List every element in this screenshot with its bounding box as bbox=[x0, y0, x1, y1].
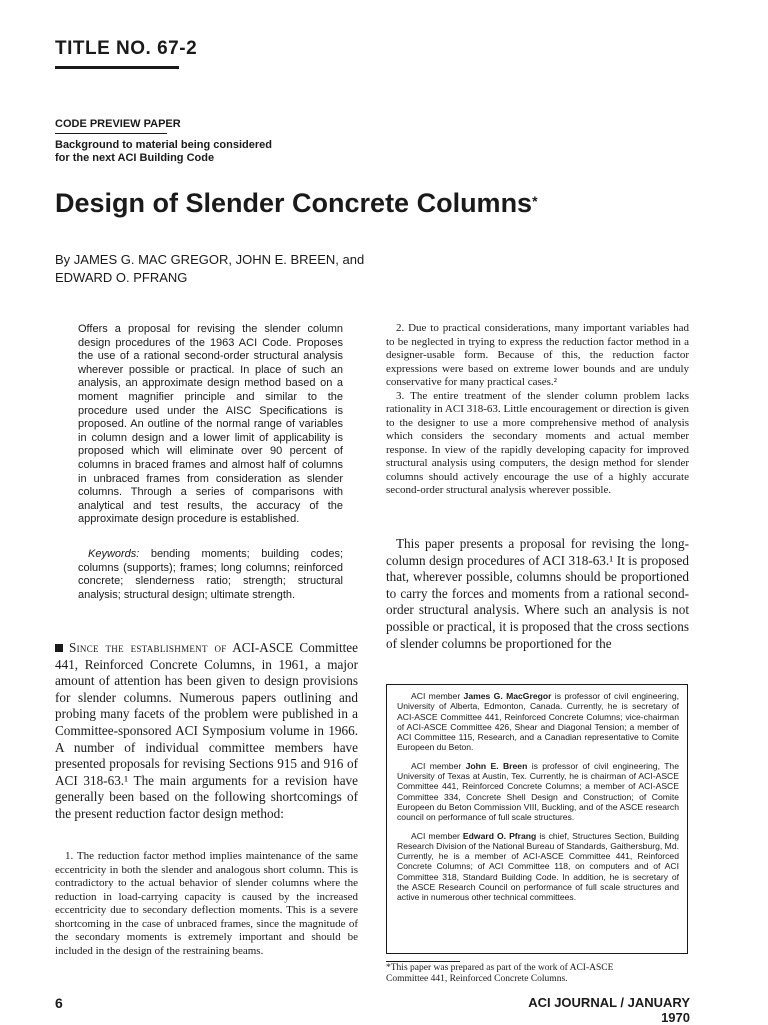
shortcoming-item-1: 1. The reduction factor method implies maintenance of the same eccentricity in both the slender and analogous short column. This is contradictory to the actual behavior of slender columns where the reduction in load-carrying capacity is caused by the increased eccentricity due to secondary deflection moments. This is a severe shortcoming in the case of unbraced frames, since the magnitude of the secondary moments is extremely important and should be included in the design of the restraining beams. bbox=[55, 850, 358, 957]
footnote-line1: *This paper was prepared as part of the work of ACI-ASCE bbox=[386, 963, 614, 973]
shortcoming-item-2: 2. Due to practical considerations, many important variables had to be neglected in trying to express the reduction factor method in a designer-usable form. Because of this, the reduction factor expressions were based on extreme lower bounds and are unduly conservative for many practical cases.² bbox=[386, 322, 689, 388]
title-number: TITLE NO. 67-2 bbox=[55, 38, 198, 59]
shortcoming-item-3: 3. The entire treatment of the slender column problem lacks rationality in ACI 318-63. Little encouragement or direction is given to the designer to use a more comprehensive method of analysis which considers the secondary moments and actual member response. In view of the rapidly developing capacity for improved structural analysis using computers, the design method for slender columns should actively encourage the use of a highly accurate second-order structural analysis wherever possible. bbox=[386, 389, 689, 496]
footnote bbox=[386, 963, 689, 985]
author-bio-box bbox=[386, 684, 688, 954]
bio-text: is chief, Structures Section, Building Research Division of the National Bureau of Standards, Gaithersburg, Md. Currently, he is a member of ACI-ASCE Committee 441, Reinforced Concrete Columns; of ACI Committee 118, on computers and of ACI Committee 318, Standard Building Code. In addition, he is secretary of the ASCE Research Council on performance of full scale structures and active in numerous other technical committees. bbox=[397, 830, 679, 903]
intro-paragraph bbox=[55, 640, 358, 823]
keywords bbox=[78, 548, 343, 602]
title-footnote-marker: * bbox=[532, 193, 538, 209]
intro-lead-caps: Since the establishment of bbox=[69, 640, 227, 655]
background-note-line2: for the next ACI Building Code bbox=[55, 152, 215, 164]
keywords-label: Keywords: bbox=[88, 548, 140, 560]
keywords-list: bending moments; building codes; columns (supports); frames; long columns; reinforced concrete; slenderness ratio; strength; structural analysis; structural design; ultimate strength. bbox=[78, 548, 343, 601]
bio-name: Edward O. Pfrang bbox=[462, 830, 537, 841]
title-underline bbox=[55, 66, 179, 69]
bio-pfrang bbox=[397, 831, 679, 903]
abstract-text: Offers a proposal for revising the slender column design procedures of the 1963 ACI Code. Proposes the use of a rational second-order structural analysis wherever possible or practical. In place of such an analysis, an approximate design method based on a moment magnifier principle and similar to the procedure used under the AISC Specifications is proposed. An outline of the normal range of variables in column design and a lower limit of applicability is proposed which will eliminate over 90 percent of columns in braced frames and almost half of columns in unbraced frames from consideration as slender columns. Through a series of comparisons with analytical and test results, the accuracy of the approximate design procedure is established. bbox=[78, 323, 343, 526]
footnote-line2: Committee 441, Reinforced Concrete Columns. bbox=[386, 974, 568, 984]
bio-text: is professor of civil engineering, The University of Texas at Austin, Tex. Currently, he is chairman of ACI-ASCE Committee 441, Reinforced Concrete Columns; a member of ACI-ASCE Committee 334, Concrete Shell Design and Construction; of Comite Europeen du Beton Commission VIII, Buckling, and of the ASCE research council on performance of full scale structures. bbox=[397, 760, 679, 823]
author-byline bbox=[55, 251, 385, 287]
page-number: 6 bbox=[55, 995, 63, 1011]
bio-macgregor bbox=[397, 691, 679, 753]
journal-footer: ACI JOURNAL / JANUARY 1970 bbox=[528, 995, 690, 1025]
bio-text: is professor of civil engineering, University of Alberta, Edmonton, Canada. Currently, he is secretary of ACI-ASCE Committee 441, Reinforced Concrete Columns; vice-chairman of ACI-ASCE Committee 426, Shear and Diagonal Tension; a member of ACI Committee 115, Research, and a Canadian representative to Comite Europeen du Beton. bbox=[397, 691, 680, 753]
background-note bbox=[55, 139, 315, 165]
bio-breen bbox=[397, 761, 679, 823]
footnote-rule bbox=[386, 961, 460, 962]
code-preview-underline bbox=[55, 133, 167, 134]
article-title-text: Design of Slender Concrete Columns bbox=[55, 188, 533, 218]
bio-prefix: ACI member bbox=[411, 830, 463, 841]
code-preview-label: CODE PREVIEW PAPER bbox=[55, 118, 181, 130]
bio-prefix: ACI member bbox=[411, 691, 464, 701]
proposal-paragraph: This paper presents a proposal for revising the long-column design procedures of ACI 318-63.¹ It is proposed that, wherever possible, columns should be proportioned to carry the forces and moments from a rational second-order structural analysis. Where such an analysis is not possible or practical, it is proposed that the cross sections of slender columns be proportioned for the bbox=[386, 536, 689, 651]
bio-name: John E. Breen bbox=[465, 760, 528, 771]
bio-name: James G. MacGregor bbox=[463, 691, 552, 701]
byline-line1: By JAMES G. MAC GREGOR, JOHN E. BREEN, and bbox=[55, 252, 365, 267]
shortcoming-items-right bbox=[386, 322, 689, 498]
intro-text: ACI-ASCE Committee 441, Reinforced Concrete Columns, in 1961, a major amount of attention has been given to design provisions for slender columns. Numerous papers outlining and probing many facets of the problem were published in a Committee-sponsored ACI Symposium volume in 1966. A number of individual committee members have presented proposals for revising Sections 915 and 916 of ACI 318-63.¹ The main arguments for a revision have generally been based on the following shortcomings of the present reduction factor design method: bbox=[55, 640, 358, 821]
byline-line2: EDWARD O. PFRANG bbox=[55, 270, 188, 285]
background-note-line1: Background to material being considered bbox=[55, 139, 272, 151]
article-title bbox=[55, 188, 538, 219]
bio-prefix: ACI member bbox=[411, 760, 466, 771]
section-start-square-icon bbox=[55, 644, 63, 652]
